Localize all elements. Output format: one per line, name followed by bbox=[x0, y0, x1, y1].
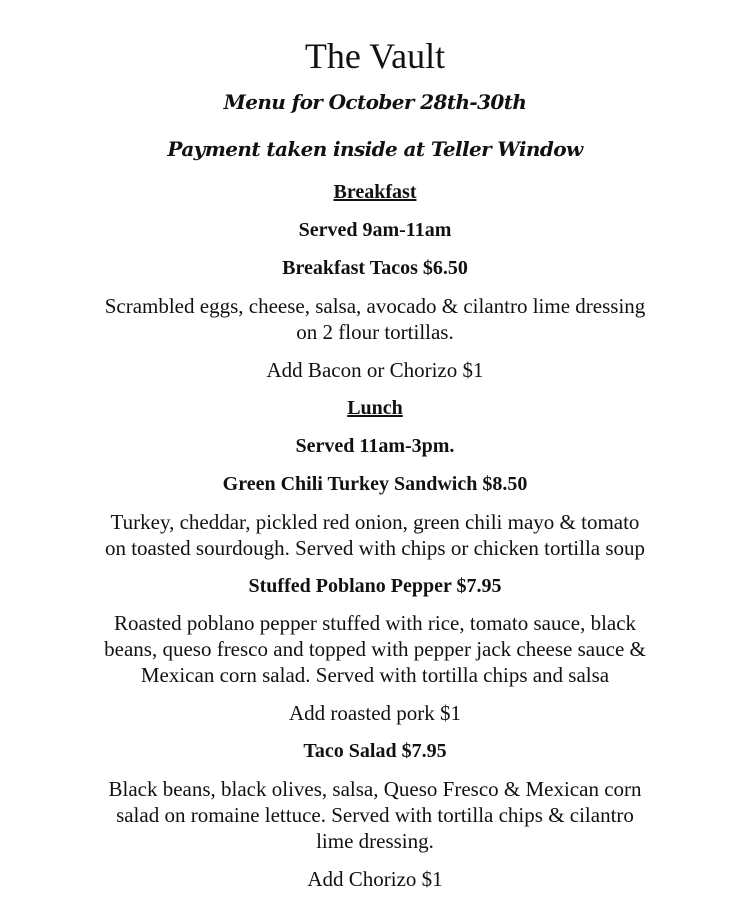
turkey-sandwich-desc-2: on toasted sourdough. Served with chips or chicken tortilla soup bbox=[104, 536, 646, 560]
poblano-addon: Add roasted pork $1 bbox=[288, 701, 462, 725]
page-title: The Vault bbox=[304, 36, 446, 76]
taco-salad-addon: Add Chorizo $1 bbox=[307, 867, 443, 891]
breakfast-tacos-desc-2: on 2 flour tortillas. bbox=[296, 320, 454, 344]
poblano-desc-2: beans, queso fresco and topped with pepper jack cheese sauce & bbox=[104, 637, 646, 661]
lunch-heading: Lunch bbox=[347, 397, 403, 419]
breakfast-tacos-desc-1: Scrambled eggs, cheese, salsa, avocado & cilantro lime dressing bbox=[104, 294, 646, 318]
poblano-title: Stuffed Poblano Pepper $7.95 bbox=[248, 575, 502, 597]
taco-salad-desc-1: Black beans, black olives, salsa, Queso Fresco & Mexican corn bbox=[108, 777, 642, 801]
taco-salad-desc-3: lime dressing. bbox=[316, 829, 434, 853]
taco-salad-desc-2: salad on romaine lettuce. Served with tortilla chips & cilantro bbox=[116, 803, 634, 827]
turkey-sandwich-desc-1: Turkey, cheddar, pickled red onion, green chili mayo & tomato bbox=[110, 510, 640, 534]
lunch-hours: Served 11am-3pm. bbox=[295, 435, 455, 457]
poblano-desc-1: Roasted poblano pepper stuffed with rice, tomato sauce, black bbox=[113, 611, 637, 635]
breakfast-hours: Served 9am-11am bbox=[298, 219, 452, 241]
breakfast-tacos-title: Breakfast Tacos $6.50 bbox=[282, 257, 468, 279]
turkey-sandwich-title: Green Chili Turkey Sandwich $8.50 bbox=[222, 473, 528, 495]
breakfast-heading: Breakfast bbox=[333, 181, 417, 203]
breakfast-tacos-addon: Add Bacon or Chorizo $1 bbox=[266, 358, 484, 382]
menu-dates: Menu for October 28th-30th bbox=[223, 90, 527, 114]
payment-note: Payment taken inside at Teller Window bbox=[167, 137, 583, 161]
poblano-desc-3: Mexican corn salad. Served with tortilla chips and salsa bbox=[140, 663, 610, 687]
taco-salad-title: Taco Salad $7.95 bbox=[303, 740, 447, 762]
